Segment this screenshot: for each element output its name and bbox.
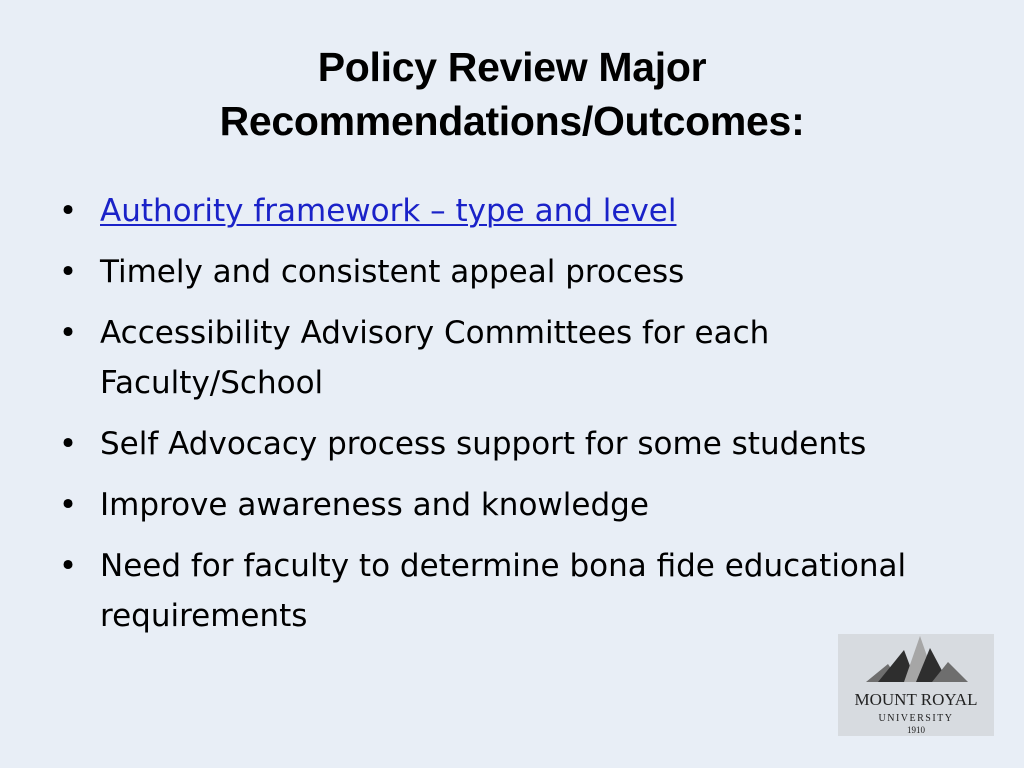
mount-royal-mark-icon [838, 634, 994, 736]
bullet-text: Improve awareness and knowledge [100, 487, 649, 523]
bullet-item-appeal-process [58, 247, 978, 297]
logo-year: 1910 [907, 725, 925, 735]
bullet-dot-icon: • [58, 315, 78, 351]
bullet-dot-icon: • [58, 548, 78, 584]
bullet-text: Self Advocacy process support for some students [100, 426, 867, 462]
bullet-text: Timely and consistent appeal process [100, 254, 685, 290]
bullet-list [58, 186, 978, 652]
bullet-item-advisory-committees [58, 308, 978, 408]
bullet-item-bona-fide-requirements [58, 541, 978, 641]
bullet-item-self-advocacy [58, 419, 978, 469]
bullet-dot-icon: • [58, 426, 78, 462]
bullet-dot-icon: • [58, 254, 78, 290]
slide-title-line-2: Recommendations/Outcomes: [219, 98, 805, 144]
mount-royal-logo [838, 634, 994, 736]
logo-subname: UNIVERSITY [878, 713, 954, 724]
bullet-text: Need for faculty to determine bona fide educational requirements [100, 548, 907, 634]
logo-name: MOUNT ROYAL [854, 690, 978, 709]
bullet-dot-icon: • [58, 193, 78, 229]
bullet-item-authority-framework [58, 186, 978, 236]
slide-title [0, 40, 1024, 148]
authority-framework-link[interactable]: Authority framework – type and level [100, 193, 677, 229]
bullet-item-awareness [58, 480, 978, 530]
bullet-text: Accessibility Advisory Committees for each Faculty/School [100, 315, 770, 401]
bullet-dot-icon: • [58, 487, 78, 523]
slide-title-line-1: Policy Review Major [317, 44, 707, 90]
